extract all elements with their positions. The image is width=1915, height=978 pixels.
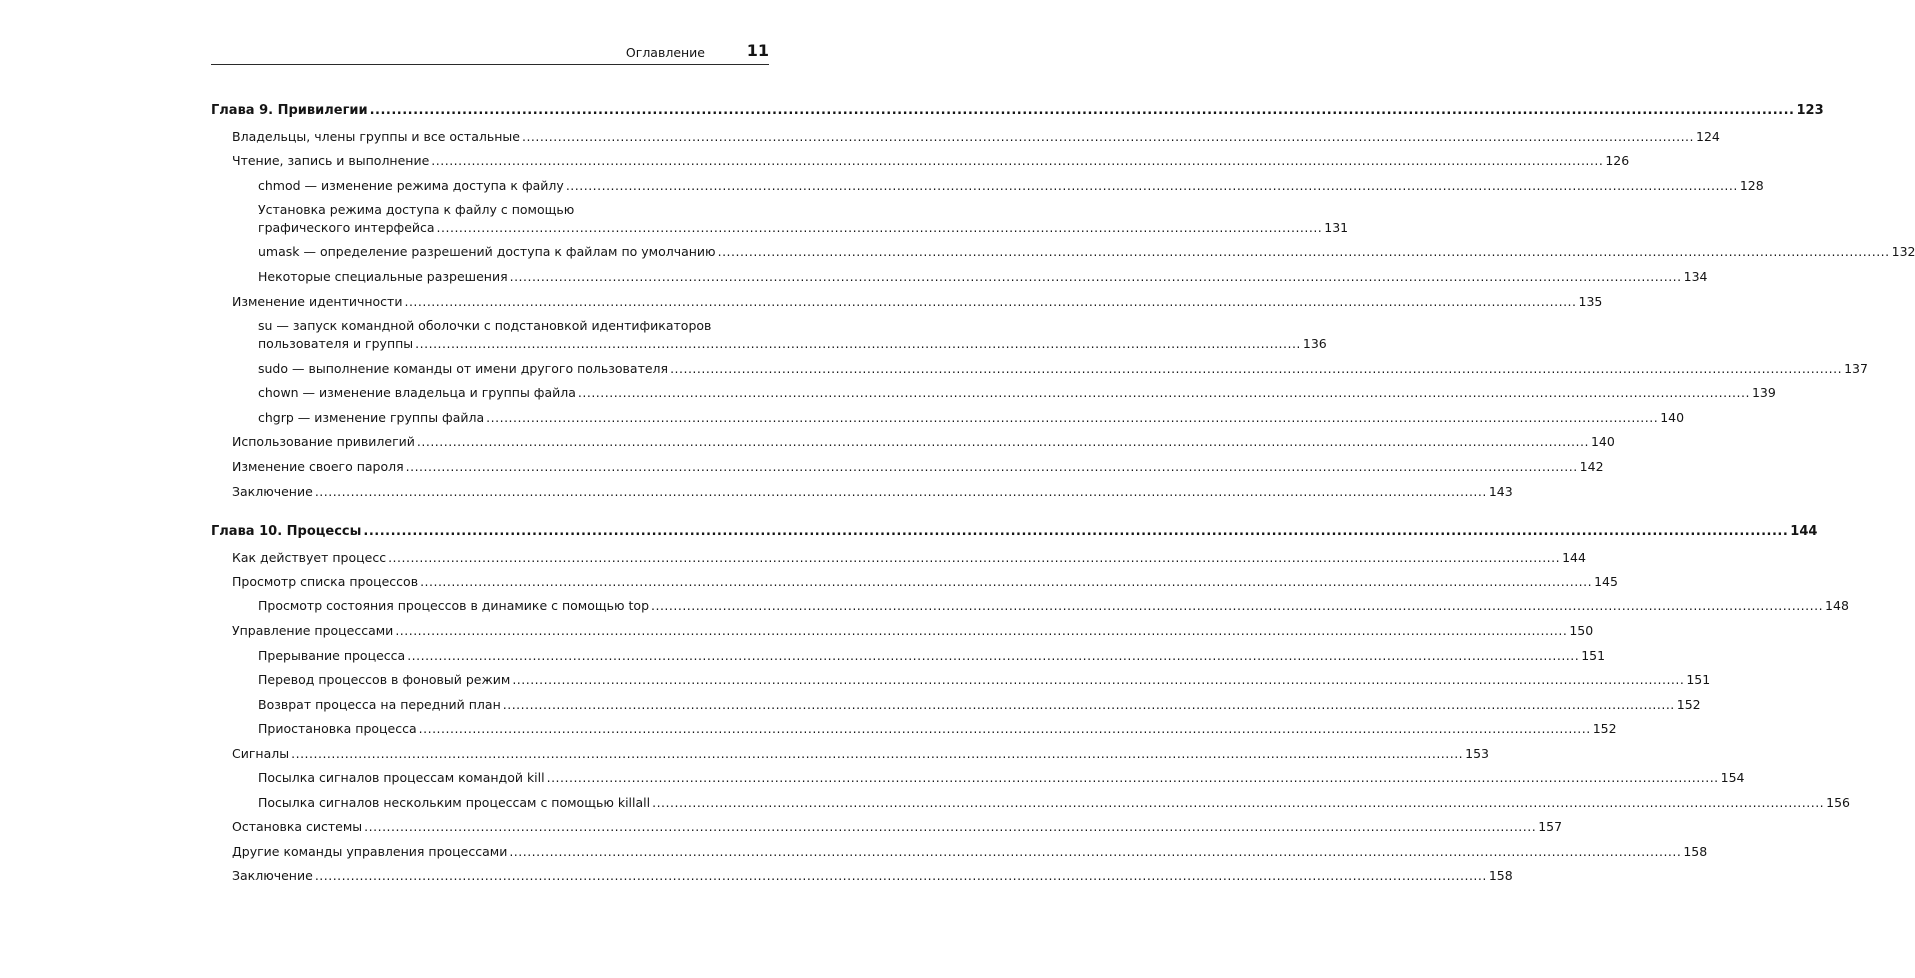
toc-entry[interactable]: chown — изменение владельца и группы файла ..... 139 <box>258 385 769 401</box>
toc-entry[interactable]: Использование привилегий ..... 140 <box>232 434 769 450</box>
toc-entry[interactable]: Другие команды управления процессами ..... 158 <box>232 844 769 860</box>
toc-entry[interactable]: chgrp — изменение группы файла ..... 140 <box>258 410 769 426</box>
toc-entry[interactable]: Просмотр состояния процессов в динамике с помощью top ..... 148 <box>258 598 769 614</box>
toc-entry[interactable]: su — запуск командной оболочки с подстановкой идентификаторов пользователя и группы ...................................................................................................................................................................................................... 136 <box>258 318 1327 351</box>
toc-entry[interactable]: chmod — изменение режима доступа к файлу ..... 128 <box>258 178 769 194</box>
toc-entry[interactable]: Изменение своего пароля ..... 142 <box>232 459 769 475</box>
toc-entry[interactable]: Управление процессами ..... 150 <box>232 623 769 639</box>
toc-entry[interactable]: Посылка сигналов процессам командой kill ..... 154 <box>258 770 769 786</box>
toc-entry[interactable]: sudo — выполнение команды от имени другого пользователя ..... 137 <box>258 361 769 377</box>
toc-entry[interactable]: Просмотр списка процессов ..... 145 <box>232 574 769 590</box>
running-header <box>211 38 769 65</box>
toc-entry[interactable]: Некоторые специальные разрешения ..... 134 <box>258 269 769 285</box>
toc-entry[interactable]: Изменение идентичности ..... 135 <box>232 294 769 310</box>
toc-entry[interactable]: Заключение ..... 143 <box>232 484 769 500</box>
toc-entry[interactable]: Заключение ..... 158 <box>232 868 769 884</box>
toc-entry[interactable]: Перевод процессов в фоновый режим ..... 151 <box>258 672 769 688</box>
toc-entry[interactable]: Как действует процесс ..... 144 <box>232 550 769 566</box>
toc-entry[interactable]: Прерывание процесса ..... 151 <box>258 648 769 664</box>
toc-entry[interactable]: umask — определение разрешений доступа к файлам по умолчанию ..... 132 <box>258 244 769 260</box>
toc-chapter-heading[interactable]: Глава 10. Процессы ..... 144 <box>211 524 769 540</box>
toc-entry[interactable]: Возврат процесса на передний план ..... 152 <box>258 697 769 713</box>
toc-entry[interactable]: Чтение, запись и выполнение ..... 126 <box>232 153 769 169</box>
toc-entry[interactable]: Приостановка процесса ..... 152 <box>258 721 769 737</box>
toc-chapter-heading[interactable]: Глава 9. Привилегии ..... 123 <box>211 103 769 119</box>
toc-entry[interactable]: Установка режима доступа к файлу с помощью графического интерфейса ...................................................................................................................................................................................................... 131 <box>258 202 1349 235</box>
page-number: 11 <box>746 41 769 60</box>
toc-entry[interactable]: Владельцы, члены группы и все остальные ..... 124 <box>232 129 769 145</box>
toc-entry[interactable]: Сигналы ..... 153 <box>232 746 769 762</box>
toc-entry[interactable]: Посылка сигналов нескольким процессам с помощью killall ..... 156 <box>258 795 769 811</box>
header-title: Оглавление <box>625 45 705 60</box>
toc-entry[interactable]: Остановка системы ..... 157 <box>232 819 769 835</box>
